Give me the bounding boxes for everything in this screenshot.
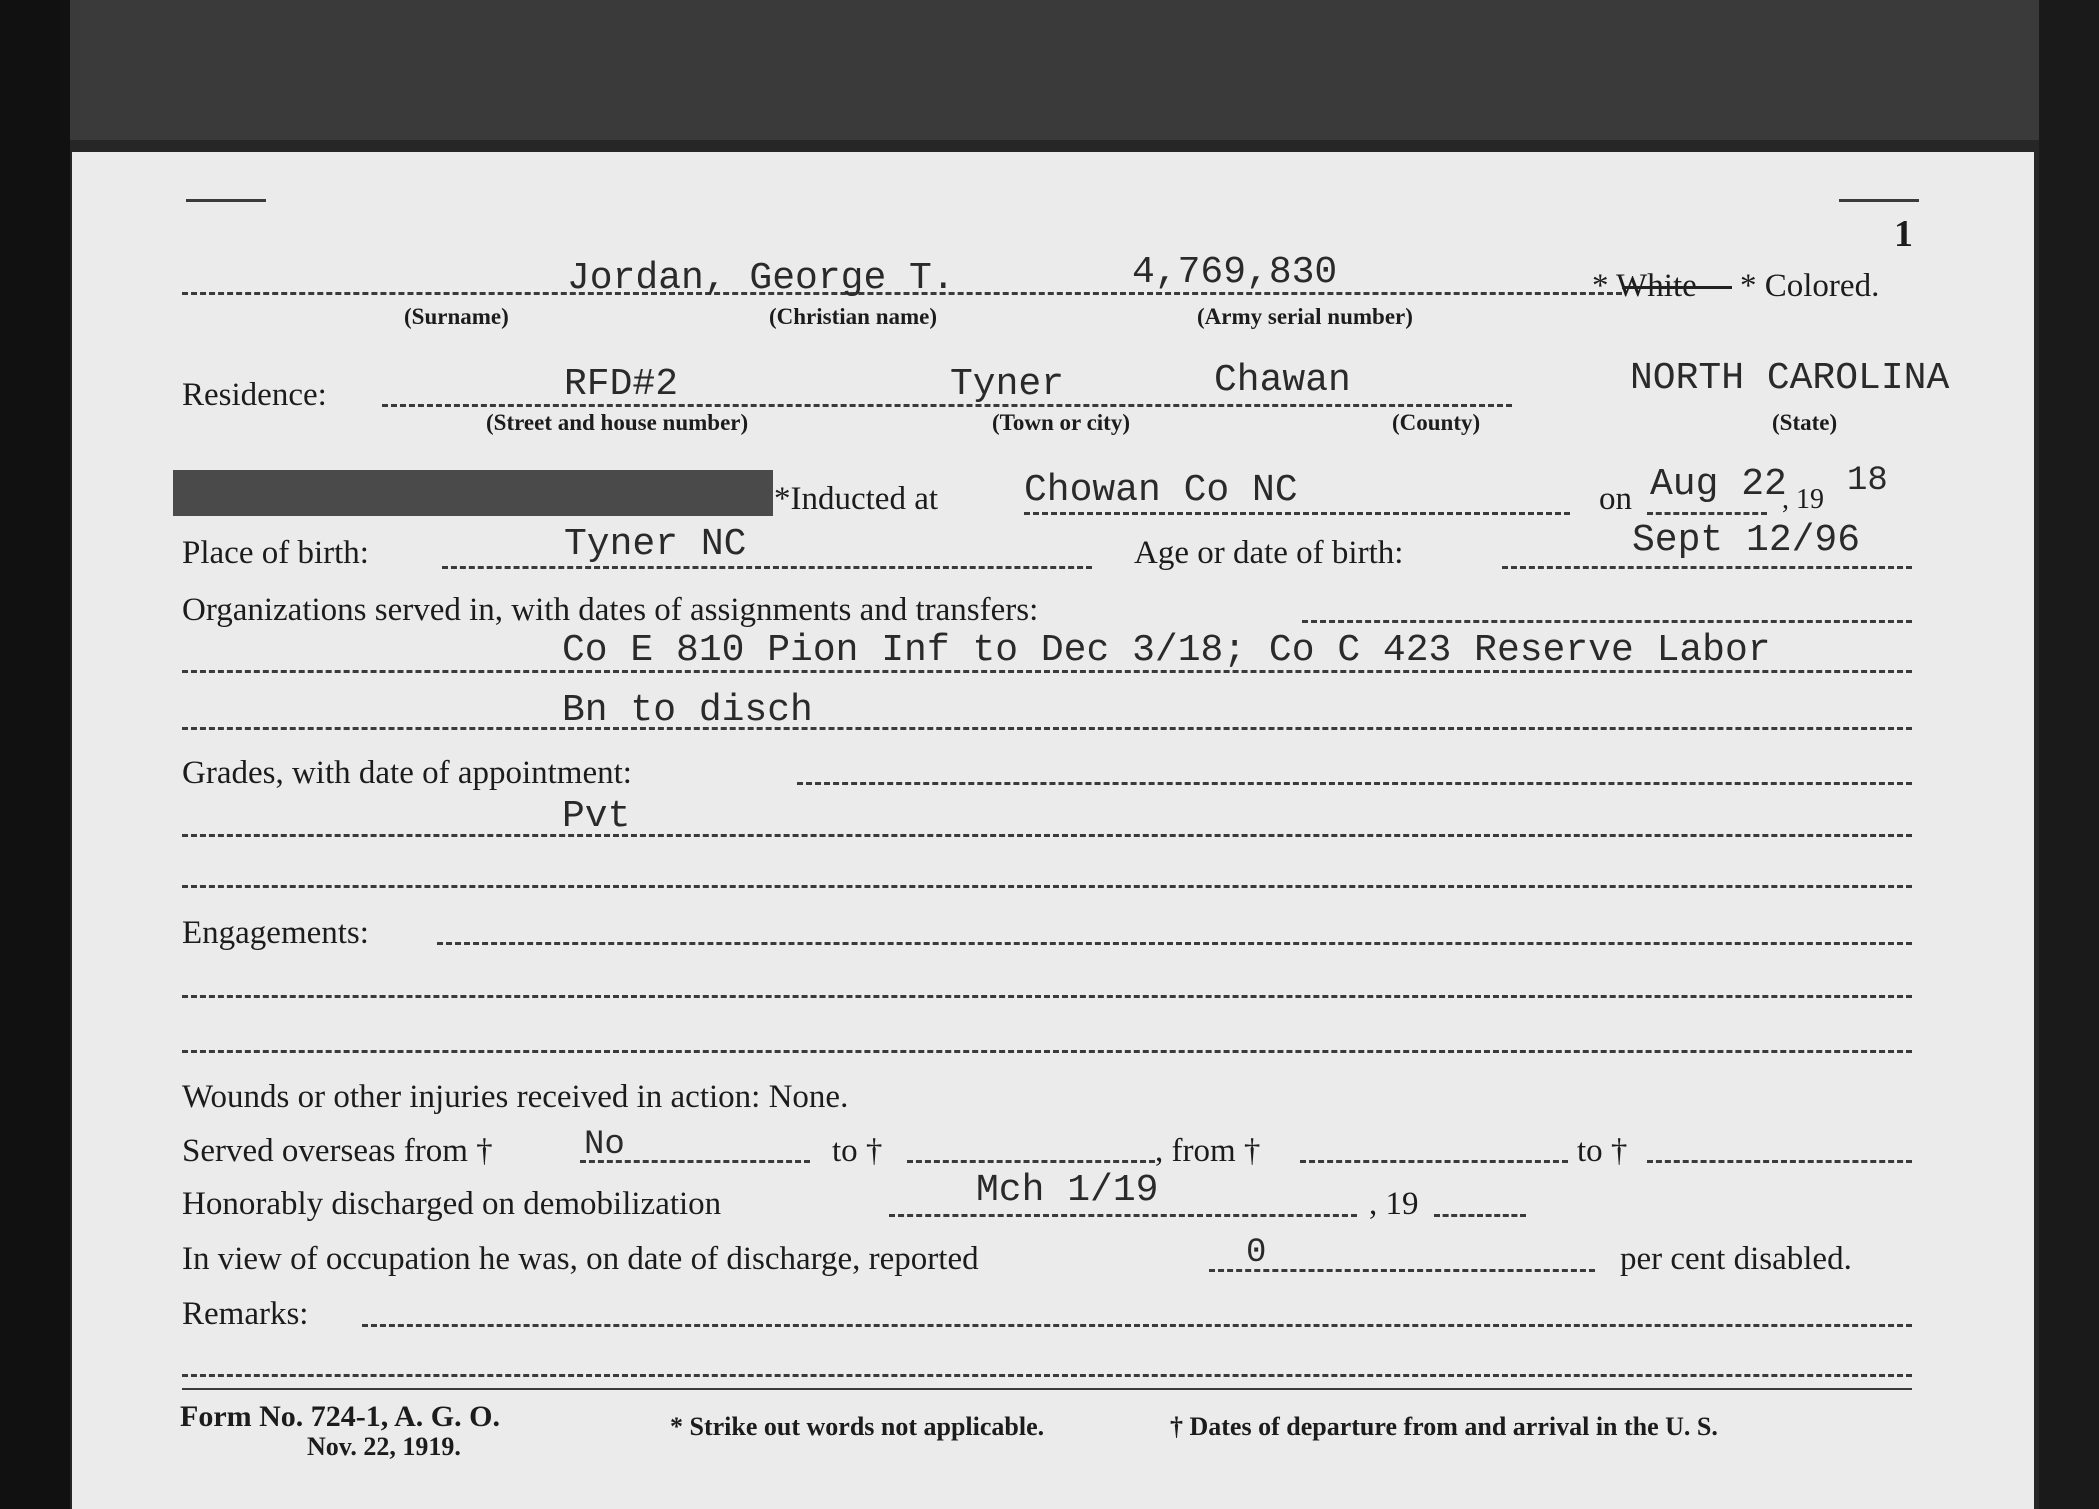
caption-surname: (Surname) bbox=[404, 304, 509, 329]
scan-border-left bbox=[0, 0, 70, 1509]
disability-label: In view of occupation he was, on date of discharge, reported bbox=[182, 1241, 979, 1277]
disability-suffix: per cent disabled. bbox=[1620, 1241, 1852, 1277]
organizations-line-0 bbox=[1302, 620, 1912, 623]
residence-line bbox=[382, 404, 1512, 407]
footnote-dates: † Dates of departure from and arrival in the U. S. bbox=[1170, 1412, 1718, 1441]
grades-line-0 bbox=[797, 782, 1912, 785]
overseas-to-label: to † bbox=[832, 1133, 883, 1169]
caption-county: (County) bbox=[1392, 410, 1481, 435]
card-number: 1 bbox=[1894, 213, 1913, 255]
overseas-to-line bbox=[907, 1160, 1155, 1163]
induction-year-prefix: , 19 bbox=[1782, 484, 1824, 515]
residence-state: NORTH CAROLINA bbox=[1630, 357, 1950, 400]
footer-rule bbox=[182, 1388, 1912, 1390]
race-white: * White bbox=[1592, 268, 1697, 304]
engagements-line-0 bbox=[437, 942, 1912, 945]
served-overseas-value: No bbox=[584, 1126, 625, 1164]
caption-town: (Town or city) bbox=[992, 410, 1130, 435]
scan-border-right bbox=[2039, 0, 2099, 1509]
discharge-year-line bbox=[1434, 1214, 1526, 1217]
induction-year: 18 bbox=[1847, 462, 1888, 500]
overseas-from-2-label: , from † bbox=[1155, 1133, 1261, 1169]
remarks-line-0 bbox=[362, 1324, 1912, 1327]
place-of-birth-line bbox=[442, 566, 1092, 569]
remarks-line-1 bbox=[182, 1374, 1912, 1377]
race-white-strike bbox=[1622, 286, 1732, 289]
age-or-date-of-birth-label: Age or date of birth: bbox=[1134, 535, 1404, 571]
on-label: on bbox=[1599, 481, 1632, 517]
footnote-strike-out: * Strike out words not applicable. bbox=[670, 1412, 1045, 1441]
inducted-line bbox=[1024, 512, 1570, 515]
caption-street: (Street and house number) bbox=[486, 410, 749, 435]
caption-state: (State) bbox=[1772, 410, 1838, 435]
disability-value: 0 bbox=[1246, 1234, 1267, 1272]
army-serial-number: 4,769,830 bbox=[1132, 251, 1338, 294]
wounds-label: Wounds or other injuries received in action: None. bbox=[182, 1079, 849, 1115]
remarks-label: Remarks: bbox=[182, 1296, 309, 1332]
place-of-birth: Tyner NC bbox=[564, 523, 747, 566]
form-number: Form No. 724-1, A. G. O. bbox=[180, 1400, 500, 1433]
discharge-date-line bbox=[889, 1214, 1357, 1217]
inducted-at-label: *Inducted at bbox=[774, 481, 939, 517]
place-of-birth-label: Place of birth: bbox=[182, 535, 369, 571]
organizations-entry-1: Co E 810 Pion Inf to Dec 3/18; Co C 423 Reserve Labor bbox=[562, 629, 1771, 672]
induction-date-line bbox=[1647, 512, 1767, 515]
surname-christian-name: Jordan, George T. bbox=[567, 257, 955, 300]
overseas-to-2-label: to † bbox=[1577, 1133, 1628, 1169]
date-of-birth: Sept 12/96 bbox=[1632, 519, 1861, 562]
residence-town: Tyner bbox=[950, 363, 1065, 406]
served-overseas-label: Served overseas from † bbox=[182, 1133, 493, 1169]
discharge-label: Honorably discharged on demobilization bbox=[182, 1186, 722, 1222]
form-date: Nov. 22, 1919. bbox=[307, 1432, 461, 1461]
grades-value: Pvt bbox=[562, 795, 631, 838]
redaction-strikeout bbox=[173, 470, 773, 516]
engagements-line-2 bbox=[182, 1050, 1912, 1053]
engagements-line-1 bbox=[182, 995, 1912, 998]
residence-county: Chawan bbox=[1214, 359, 1351, 402]
corner-mark-right bbox=[1839, 199, 1919, 202]
service-record-card bbox=[72, 152, 2034, 1509]
date-of-birth-line bbox=[1502, 566, 1912, 569]
race-colored: * Colored. bbox=[1740, 268, 1880, 304]
disability-line bbox=[1209, 1269, 1595, 1272]
organizations-label: Organizations served in, with dates of assignments and transfers: bbox=[182, 592, 1039, 628]
grades-line-2 bbox=[182, 885, 1912, 888]
corner-mark-left bbox=[186, 199, 266, 202]
organizations-entry-2: Bn to disch bbox=[562, 689, 813, 732]
discharge-year-label: , 19 bbox=[1369, 1186, 1419, 1222]
caption-christian-name: (Christian name) bbox=[769, 304, 938, 329]
caption-serial-number: (Army serial number) bbox=[1197, 304, 1413, 329]
scan-border-top bbox=[70, 0, 2099, 140]
inducted-place: Chowan Co NC bbox=[1024, 469, 1298, 512]
residence-label: Residence: bbox=[182, 377, 327, 413]
overseas-to-2-line bbox=[1647, 1160, 1912, 1163]
organizations-line-2 bbox=[182, 727, 1912, 730]
induction-date: Aug 22 bbox=[1650, 463, 1787, 506]
grades-label: Grades, with date of appointment: bbox=[182, 755, 632, 791]
overseas-from-2-line bbox=[1300, 1160, 1568, 1163]
engagements-label: Engagements: bbox=[182, 915, 369, 951]
grades-line-1 bbox=[182, 834, 1912, 837]
residence-street: RFD#2 bbox=[564, 363, 679, 406]
discharge-date: Mch 1/19 bbox=[976, 1169, 1159, 1212]
